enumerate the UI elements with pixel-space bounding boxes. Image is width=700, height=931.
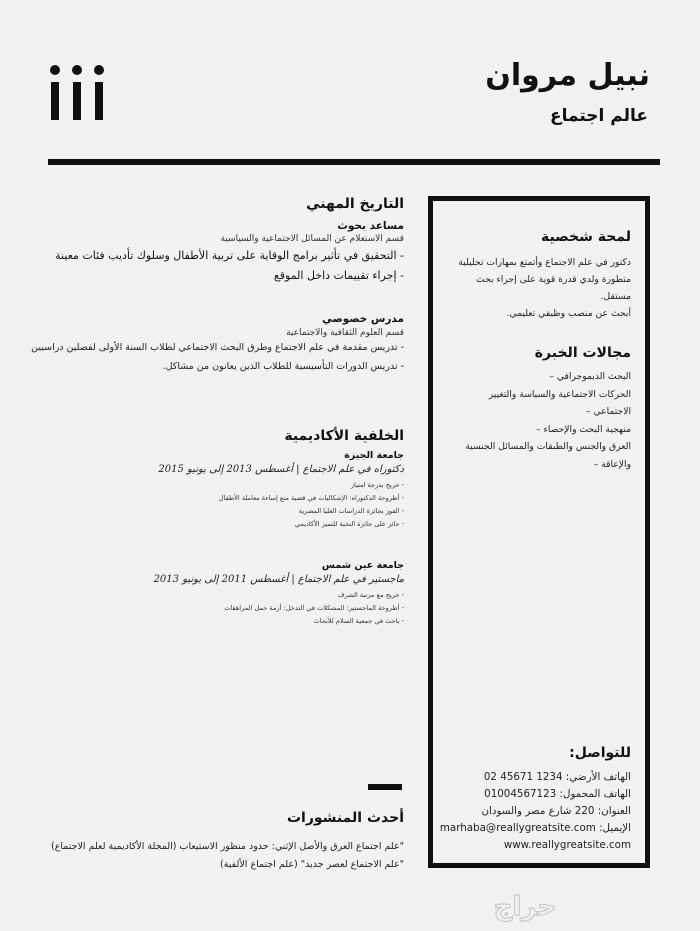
- publications-heading: أحدث المنشورات: [286, 810, 404, 826]
- list-item: - باحث في جمعية السلام للأبحاث: [34, 615, 404, 628]
- expertise-list: [451, 368, 631, 473]
- haraj-watermark: [478, 887, 573, 925]
- job-entry: [31, 313, 404, 376]
- list-item: - أطروحة الماجستير: المشكلات في التدخل: أزمة حمل المراهقات: [34, 602, 404, 615]
- job-department: قسم الاستعلام عن المسائل الاجتماعية والسياسية: [220, 234, 404, 244]
- job-department: قسم العلوم الثقافية والاجتماعية: [286, 328, 404, 338]
- publication-item: "علم الاجتماع لعصر جديد" (علم اجتماع الألفية): [220, 859, 404, 870]
- career-section: [34, 196, 404, 286]
- profile-line: دكتور في علم الاجتماع وأتمتع بمهارات تحليلية: [458, 257, 631, 268]
- list-item: - حائز على جائزة النخبة للتميز الأكاديمي: [34, 518, 404, 531]
- education-section: [34, 428, 404, 531]
- job-role: مساعد بحوث: [337, 220, 404, 232]
- list-item: - تدريس مقدمة في علم الاجتماع وطرق البحث الاجتماعي لطلاب السنة الأولى لفصلين دراسيين: [34, 339, 404, 358]
- publications-marker: [368, 784, 402, 790]
- person-name: نبيل مروان: [485, 58, 650, 93]
- job-duties: [31, 339, 404, 376]
- education-heading: الخلفية الأكاديمية: [284, 428, 404, 444]
- expertise-heading: مجالات الخبرة: [534, 345, 631, 361]
- list-item: الحركات الاجتماعية والسياسة والتغيير الاجتماعي –: [451, 386, 631, 421]
- landline-phone: الهاتف الأرضي: 1234 45671 02: [483, 771, 631, 783]
- expertise-section: [451, 345, 631, 473]
- publication-item: "علم اجتماع العرق والأصل الإثني: حدود منظور الاستيعاب (المجلة الأكاديمية لعلم الاجتماع): [51, 841, 404, 852]
- school-entry: [34, 560, 404, 628]
- list-item: - الفوز بجائزة الدراسات العليا المصرية: [34, 505, 404, 518]
- profile-line: متطورة ولدي قدرة قوية على إجراء بحث مستقل.: [476, 274, 631, 302]
- profile-heading: لمحة شخصية: [541, 229, 631, 245]
- career-heading: التاريخ المهني: [306, 196, 404, 212]
- degree-details: [34, 589, 404, 628]
- mobile-phone: الهاتف المحمول: 01004567123: [484, 788, 631, 800]
- list-item: - التحقيق في تأثير برامج الوقاية على تربية الأطفال وسلوك تأديب فئات معينة: [34, 246, 404, 266]
- address: العنوان: 220 شارع مصر والسودان: [481, 805, 631, 817]
- website-link[interactable]: www.reallygreatsite.com: [503, 839, 631, 851]
- profile-section: [451, 229, 631, 322]
- list-item: - خريج بدرجة امتياز: [34, 479, 404, 492]
- list-item: العرق والجنس والطبقات والمسائل الجنسية والإعاقة –: [451, 438, 631, 473]
- list-item: - خريج مع مرتبة الشرف: [34, 589, 404, 602]
- university-name: جامعة الجيزة: [344, 450, 404, 461]
- contact-section: [439, 745, 631, 854]
- svg-text:حراج: حراج: [493, 892, 557, 922]
- list-item: - تدريس الدورات التأسيسية للطلاب الذين يعانون من مشاكل.: [34, 358, 404, 377]
- job-role: مدرس خصوصي: [321, 313, 404, 325]
- list-item: - أطروحة الدكتوراه: الإشكاليات في قضية منع إساءة معاملة الأطفال: [34, 492, 404, 505]
- publications-section: [34, 810, 404, 874]
- job-title: عالم اجتماع: [549, 106, 648, 126]
- list-item: منهجية البحث والإحصاء –: [451, 421, 631, 439]
- contact-heading: للتواصل:: [569, 745, 631, 761]
- degree-line: دكتوراه في علم الاجتماع | أغسطس 2013 إلى يونيو 2015: [158, 464, 404, 475]
- header-divider: [48, 159, 660, 165]
- sidebar-box: [428, 196, 650, 868]
- university-name: جامعة عين شمس: [321, 560, 404, 571]
- degree-details: [34, 479, 404, 531]
- email-link[interactable]: الإيميل: marhaba@reallygreatsite.com: [439, 822, 631, 834]
- logo-mark: [48, 64, 106, 122]
- job-duties: [34, 246, 404, 286]
- list-item: البحث الديموجرافي –: [451, 368, 631, 386]
- profile-line: أبحث عن منصب وظيفي تعليمي.: [506, 308, 631, 319]
- list-item: - إجراء تقييمات داخل الموقع: [34, 266, 404, 286]
- degree-line: ماجستير في علم الاجتماع | أغسطس 2011 إلى يونيو 2013: [153, 574, 404, 585]
